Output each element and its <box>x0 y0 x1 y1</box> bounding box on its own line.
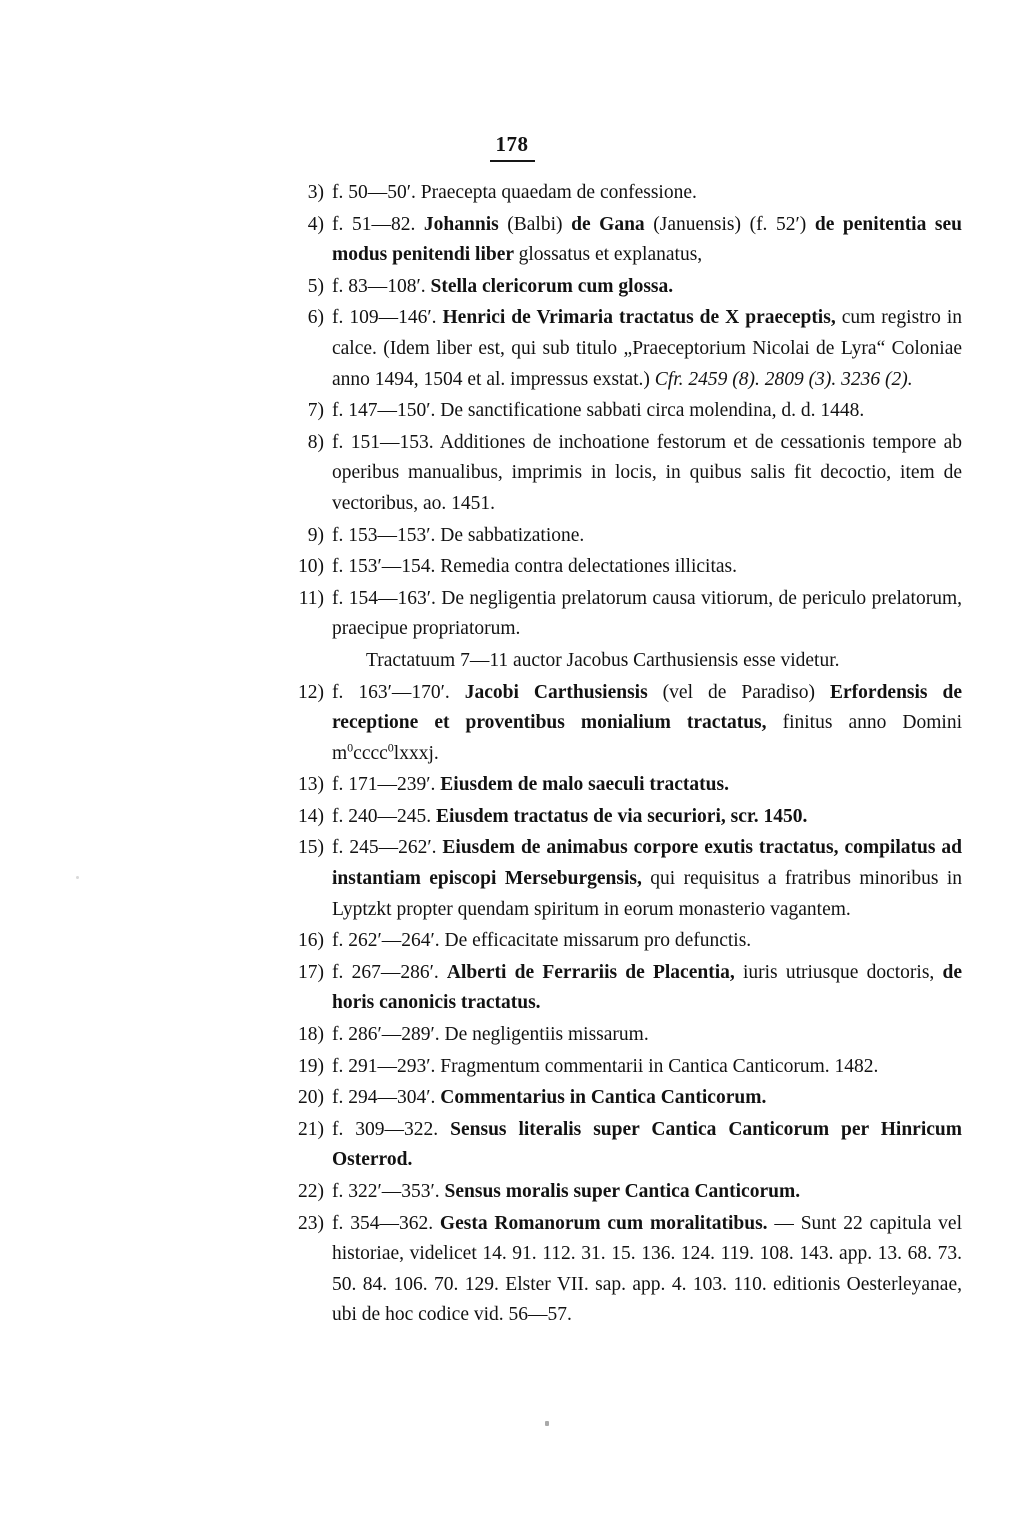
catalogue-entry <box>268 926 962 957</box>
catalogue-entry <box>268 272 962 303</box>
entry-text <box>332 1052 962 1083</box>
entry-number: 16) <box>298 930 324 952</box>
catalogue-entry <box>268 1209 962 1331</box>
entry-text-regular: f. 151—153. Additiones de inchoatione festorum et de cessationis tempore ab operibus manualibus, imprimis in locis, in quibus salis fit decoctio, item de vectoribus, ao. 1451. <box>332 431 962 514</box>
entry-text-italic: Cfr. 2459 (8). 2809 (3). 3236 (2). <box>654 368 913 390</box>
catalogue-entry <box>268 1115 962 1176</box>
entry-text-bold: Alberti de Ferrariis de Placentia, <box>446 961 735 983</box>
entry-number: 12) <box>298 681 324 703</box>
entry-text <box>332 552 962 583</box>
entry-text <box>332 1083 962 1114</box>
entry-number: 23) <box>298 1212 324 1234</box>
entry-text-regular: (vel de Paradiso) <box>662 681 831 703</box>
entry-text-regular: f. 354—362. <box>332 1212 440 1234</box>
catalogue-entry <box>268 178 962 209</box>
entry-text-bold: Jacobi Carthusiensis <box>464 681 663 703</box>
page-header <box>0 131 1024 162</box>
entry-text-regular: f. 286′—289′. De negligentiis missarum. <box>332 1024 649 1046</box>
entry-text <box>332 1177 962 1208</box>
entry-number: 3) <box>307 182 324 203</box>
entry-text-regular: f. 262′—264′. De efficacitate missarum pro defunctis. <box>332 930 752 952</box>
catalogue-entry <box>268 833 962 925</box>
entry-number: 15) <box>298 837 324 859</box>
entry-text-regular: f. 83—108′. <box>332 275 431 297</box>
catalogue-entry <box>268 210 962 271</box>
entry-text-regular: finitus anno Domini m <box>332 712 963 764</box>
entry-text <box>332 770 962 801</box>
entry-number: 20) <box>298 1087 324 1109</box>
entry-number: 17) <box>298 961 324 983</box>
entry-text-regular: f. 171—239′. <box>332 774 441 796</box>
entry-text <box>332 396 962 427</box>
entry-text <box>332 802 962 833</box>
entry-text-bold: de horis canonicis tractatus. <box>332 961 962 1014</box>
entry-text-bold: Gesta Romanorum cum moralitatibus. <box>439 1212 768 1234</box>
entry-text <box>332 926 962 957</box>
entry-text <box>332 678 962 770</box>
entry-text <box>332 1209 962 1331</box>
entry-text-regular: cum registro in calce. (Idem liber est, qui sub titulo „Praeceptorium Nicolai de Lyra“ Coloniae anno 1494, 1504 et al. impressus exstat.) <box>332 307 962 390</box>
entry-text <box>332 521 962 552</box>
entry-number: 18) <box>298 1024 324 1046</box>
catalogue-entry <box>268 396 962 427</box>
entry-text-regular: f. 153′—154. Remedia contra delectationes illicitas. <box>332 556 737 578</box>
entry-text-regular: f. 245—262′. <box>332 837 443 859</box>
entry-number: 4) <box>307 213 324 235</box>
entry-text-regular: f. 294—304′. <box>332 1087 441 1109</box>
entry-text-regular: cccc <box>353 742 388 764</box>
entry-text <box>332 833 962 925</box>
entry-text-regular: glossatus et explanatus, <box>518 244 703 266</box>
entry-text-regular: f. 50—50′. Praecepta quaedam de confessione. <box>332 182 697 203</box>
entry-text-bold: Sensus literalis super Cantica Canticorum per Hinricum Osterrod. <box>332 1118 962 1171</box>
entry-text <box>332 958 962 1019</box>
catalogue-entry <box>268 770 962 801</box>
entry-text-regular: f. 309—322. <box>332 1118 451 1140</box>
entry-text-regular: qui requisitus a fratribus minoribus in Lyptzkt propter quendam spiritum in eorum monasterio vagantem. <box>332 868 963 920</box>
catalogue-entry <box>268 1083 962 1114</box>
entry-text-regular: f. 153—153′. De sabbatizatione. <box>332 524 585 546</box>
entry-number: 11) <box>298 587 324 609</box>
entry-text-bold: Eiusdem tractatus de via securiori, scr. 1450. <box>436 805 808 827</box>
entry-number: 6) <box>307 307 324 329</box>
scan-artifact-footer <box>545 1421 549 1426</box>
catalogue-entry <box>268 552 962 583</box>
entry-text-bold: Eiusdem de malo saeculi tractatus. <box>440 774 729 796</box>
entry-text <box>332 272 962 303</box>
catalogue-entry <box>268 428 962 520</box>
entry-text <box>332 1020 962 1051</box>
catalogue-entry <box>268 678 962 770</box>
entry-number: 8) <box>307 431 324 453</box>
entry-text <box>332 210 962 271</box>
entry-text-bold: Eiusdem de animabus corpore exutis tractatus, compilatus ad instantiam episcopi Merseburgensis, <box>332 837 962 890</box>
entry-text-regular: f. 147—150′. De sanctificatione sabbati circa molendina, d. d. 1448. <box>332 400 865 422</box>
entry-text-bold: Johannis <box>423 213 508 235</box>
entry-number: 13) <box>298 774 324 796</box>
entry-text-regular: iuris utriusque doctoris, <box>734 961 943 983</box>
page-number: 178 <box>490 131 535 162</box>
entry-text-superscript: 0 <box>347 740 354 755</box>
entry-text-bold: Henrici de Vrimaria tractatus de X praeceptis, <box>442 307 836 329</box>
entry-text-regular: (Balbi) <box>507 213 572 235</box>
catalogue-entry <box>268 521 962 552</box>
entry-text <box>332 428 962 520</box>
catalogue-entry <box>268 303 962 395</box>
entry-text-bold: Erfordensis de receptione et proventibus monialium tractatus, <box>332 681 963 734</box>
catalogue-entry <box>268 958 962 1019</box>
entry-number: 14) <box>298 805 324 827</box>
entry-number: 10) <box>298 556 324 578</box>
entry-text-regular: f. 267—286′. <box>332 961 447 983</box>
entry-text-regular: — Sunt 22 capitula vel historiae, videlicet 14. 91. 112. 31. 15. 136. 124. 119. 108. 143. app. 13. 68. 73. 50. 84. 106. 70. 129. Elster VII. sap. app. 4. 103. 110. editionis Oesterleyanae, ubi de hoc codice vid. 56—57. <box>332 1212 962 1326</box>
entry-number: 5) <box>307 275 324 297</box>
entry-note: Tractatuum 7—11 auctor Jacobus Carthusiensis esse videtur. <box>366 649 840 671</box>
entry-number: 7) <box>307 400 324 422</box>
entry-number: 21) <box>298 1118 324 1140</box>
entry-text-bold: de Gana <box>571 213 654 235</box>
entry-text-bold: Commentarius in Cantica Canticorum. <box>440 1087 767 1109</box>
catalogue-entry <box>268 802 962 833</box>
entry-text-regular: f. 163′—170′. <box>332 681 465 703</box>
entry-number: 19) <box>298 1055 324 1077</box>
entry-text-regular: f. 154—163′. De negligentia prelatorum causa vitiorum, de periculo prelatorum, praecipue propriatorum. <box>332 587 962 640</box>
entry-text-bold: Stella clericorum cum glossa. <box>430 275 674 297</box>
entry-text <box>332 178 962 209</box>
entry-text-superscript: 0 <box>387 740 394 755</box>
catalogue-entry <box>268 584 962 645</box>
entry-text-regular: f. 51—82. <box>332 213 424 235</box>
catalogue-entry <box>268 1052 962 1083</box>
scan-artifact-margin <box>76 876 79 879</box>
entry-text-regular: f. 109—146′. <box>332 307 443 329</box>
entry-text-regular: lxxxj. <box>393 742 439 764</box>
catalogue-entry <box>268 1177 962 1208</box>
catalogue-entry-list <box>268 178 962 1332</box>
entry-text-regular: (Januensis) (f. 52′) <box>653 213 815 235</box>
entry-text-bold: de penitentia seu modus penitendi liber <box>332 213 963 266</box>
entry-number: 9) <box>307 524 324 546</box>
entry-text <box>332 303 962 395</box>
entry-text <box>332 584 962 645</box>
catalogue-entry <box>268 1020 962 1051</box>
entry-text-bold: Sensus moralis super Cantica Canticorum. <box>444 1181 801 1202</box>
entry-text-regular: f. 240—245. <box>332 805 436 827</box>
entry-text-regular: f. 322′—353′. <box>332 1181 445 1202</box>
entry-text-regular: f. 291—293′. Fragmentum commentarii in Cantica Canticorum. 1482. <box>332 1055 879 1077</box>
entry-text <box>332 1115 962 1176</box>
entry-number: 22) <box>298 1181 324 1202</box>
